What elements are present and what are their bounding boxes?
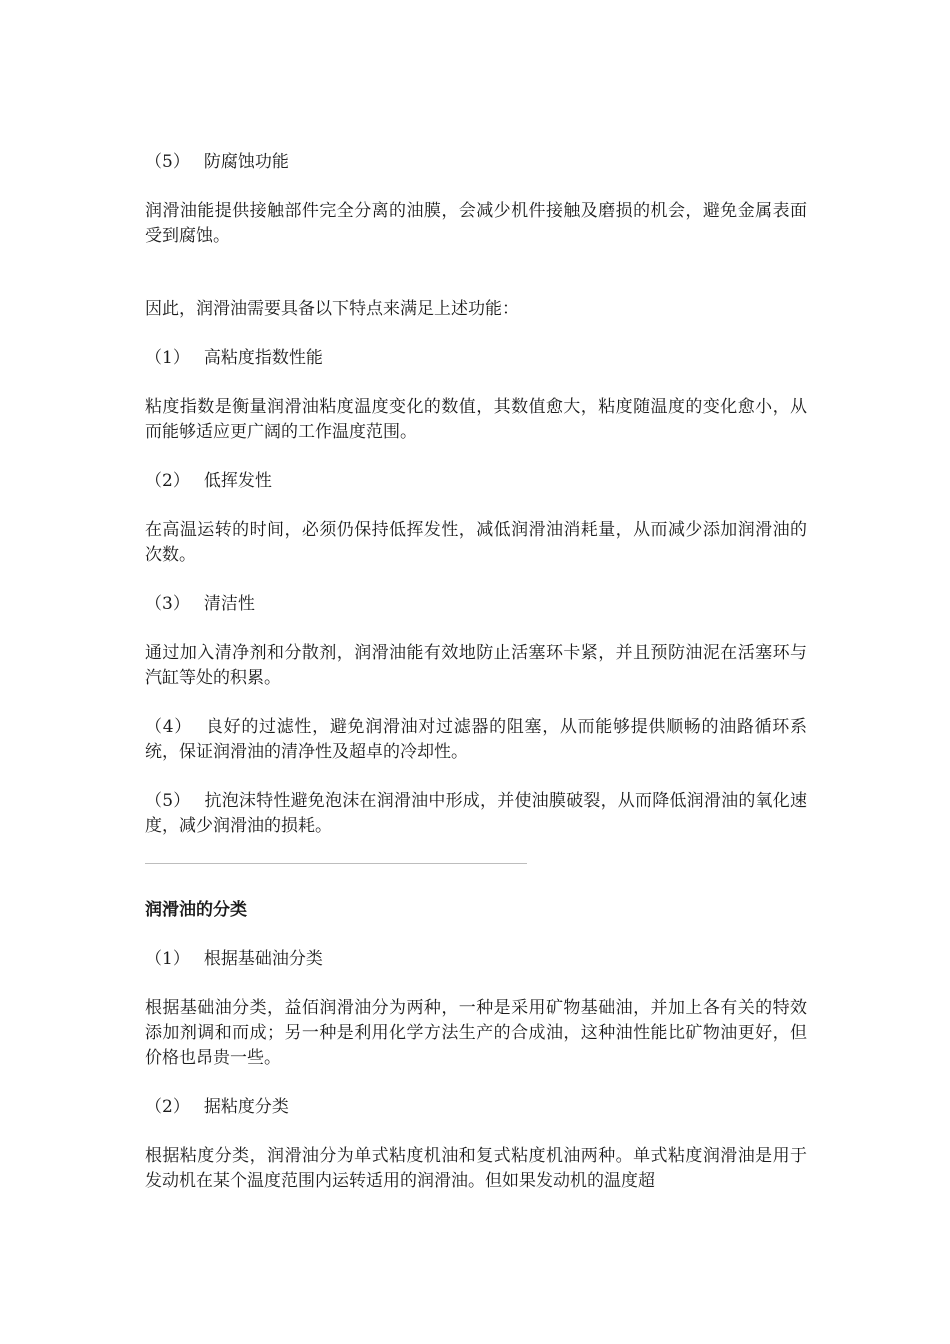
list-item-cleanliness	[145, 592, 807, 617]
item-title: 低挥发性	[203, 471, 272, 491]
item-title: 据粘度分类	[203, 1097, 289, 1117]
list-item-viscosity-class	[145, 1095, 807, 1120]
paragraph-viscosity-class: 根据粘度分类，润滑油分为单式粘度机油和复式粘度机油两种。单式粘度润滑油是用于发动机在某个温度范围内运转适用的润滑油。但如果发动机的温度超	[145, 1146, 807, 1191]
paragraph-anticorrosion: 润滑油能提供接触部件完全分离的油膜，会减少机件接触及磨损的机会，避免金属表面受到腐蚀。	[145, 201, 807, 246]
item-title: 高粘度指数性能	[203, 348, 323, 368]
item-number: （4）	[145, 717, 192, 737]
paragraph-requirements-intro: 因此，润滑油需要具备以下特点来满足上述功能：	[145, 299, 519, 319]
paragraph-low-volatility: 在高温运转的时间，必须仍保持低挥发性，减低润滑油消耗量，从而减少添加润滑油的次数。	[145, 520, 807, 565]
item-text: 良好的过滤性，避免润滑油对过滤器的阻塞，从而能够提供顺畅的油路循环系统，保证润滑油的清净性及超卓的冷却性。	[145, 717, 807, 762]
list-item-anticorrosion	[145, 150, 807, 175]
item-title: 根据基础油分类	[203, 949, 323, 969]
item-number: （1）	[145, 348, 190, 368]
item-number: （5）	[145, 152, 190, 172]
item-number: （3）	[145, 594, 190, 614]
item-text: 抗泡沫特性避免泡沫在润滑油中形成，并使油膜破裂，从而降低润滑油的氧化速度，减少润滑油的损耗。	[145, 791, 807, 836]
list-item-low-volatility	[145, 469, 807, 494]
item-number: （2）	[145, 1097, 190, 1117]
document-page	[145, 150, 807, 1194]
horizontal-divider	[145, 863, 527, 864]
paragraph-filterability	[145, 715, 807, 765]
paragraph-base-oil: 根据基础油分类，益佰润滑油分为两种，一种是采用矿物基础油，并加上各有关的特效添加剂调和而成；另一种是利用化学方法生产的合成油，这种油性能比矿物油更好，但价格也昂贵一些。	[145, 998, 807, 1068]
item-title: 防腐蚀功能	[203, 152, 289, 172]
paragraph-anti-foam	[145, 789, 807, 839]
paragraph-cleanliness: 通过加入清净剂和分散剂，润滑油能有效地防止活塞环卡紧，并且预防油泥在活塞环与汽缸等处的积累。	[145, 643, 807, 688]
item-number: （5）	[145, 791, 191, 811]
section-heading: 润滑油的分类	[145, 900, 247, 920]
list-item-base-oil	[145, 947, 807, 972]
list-item-viscosity-index	[145, 346, 807, 371]
item-number: （1）	[145, 949, 190, 969]
paragraph-viscosity-index: 粘度指数是衡量润滑油粘度温度变化的数值，其数值愈大，粘度随温度的变化愈小，从而能够适应更广阔的工作温度范围。	[145, 397, 807, 442]
item-number: （2）	[145, 471, 190, 491]
item-title: 清洁性	[203, 594, 255, 614]
